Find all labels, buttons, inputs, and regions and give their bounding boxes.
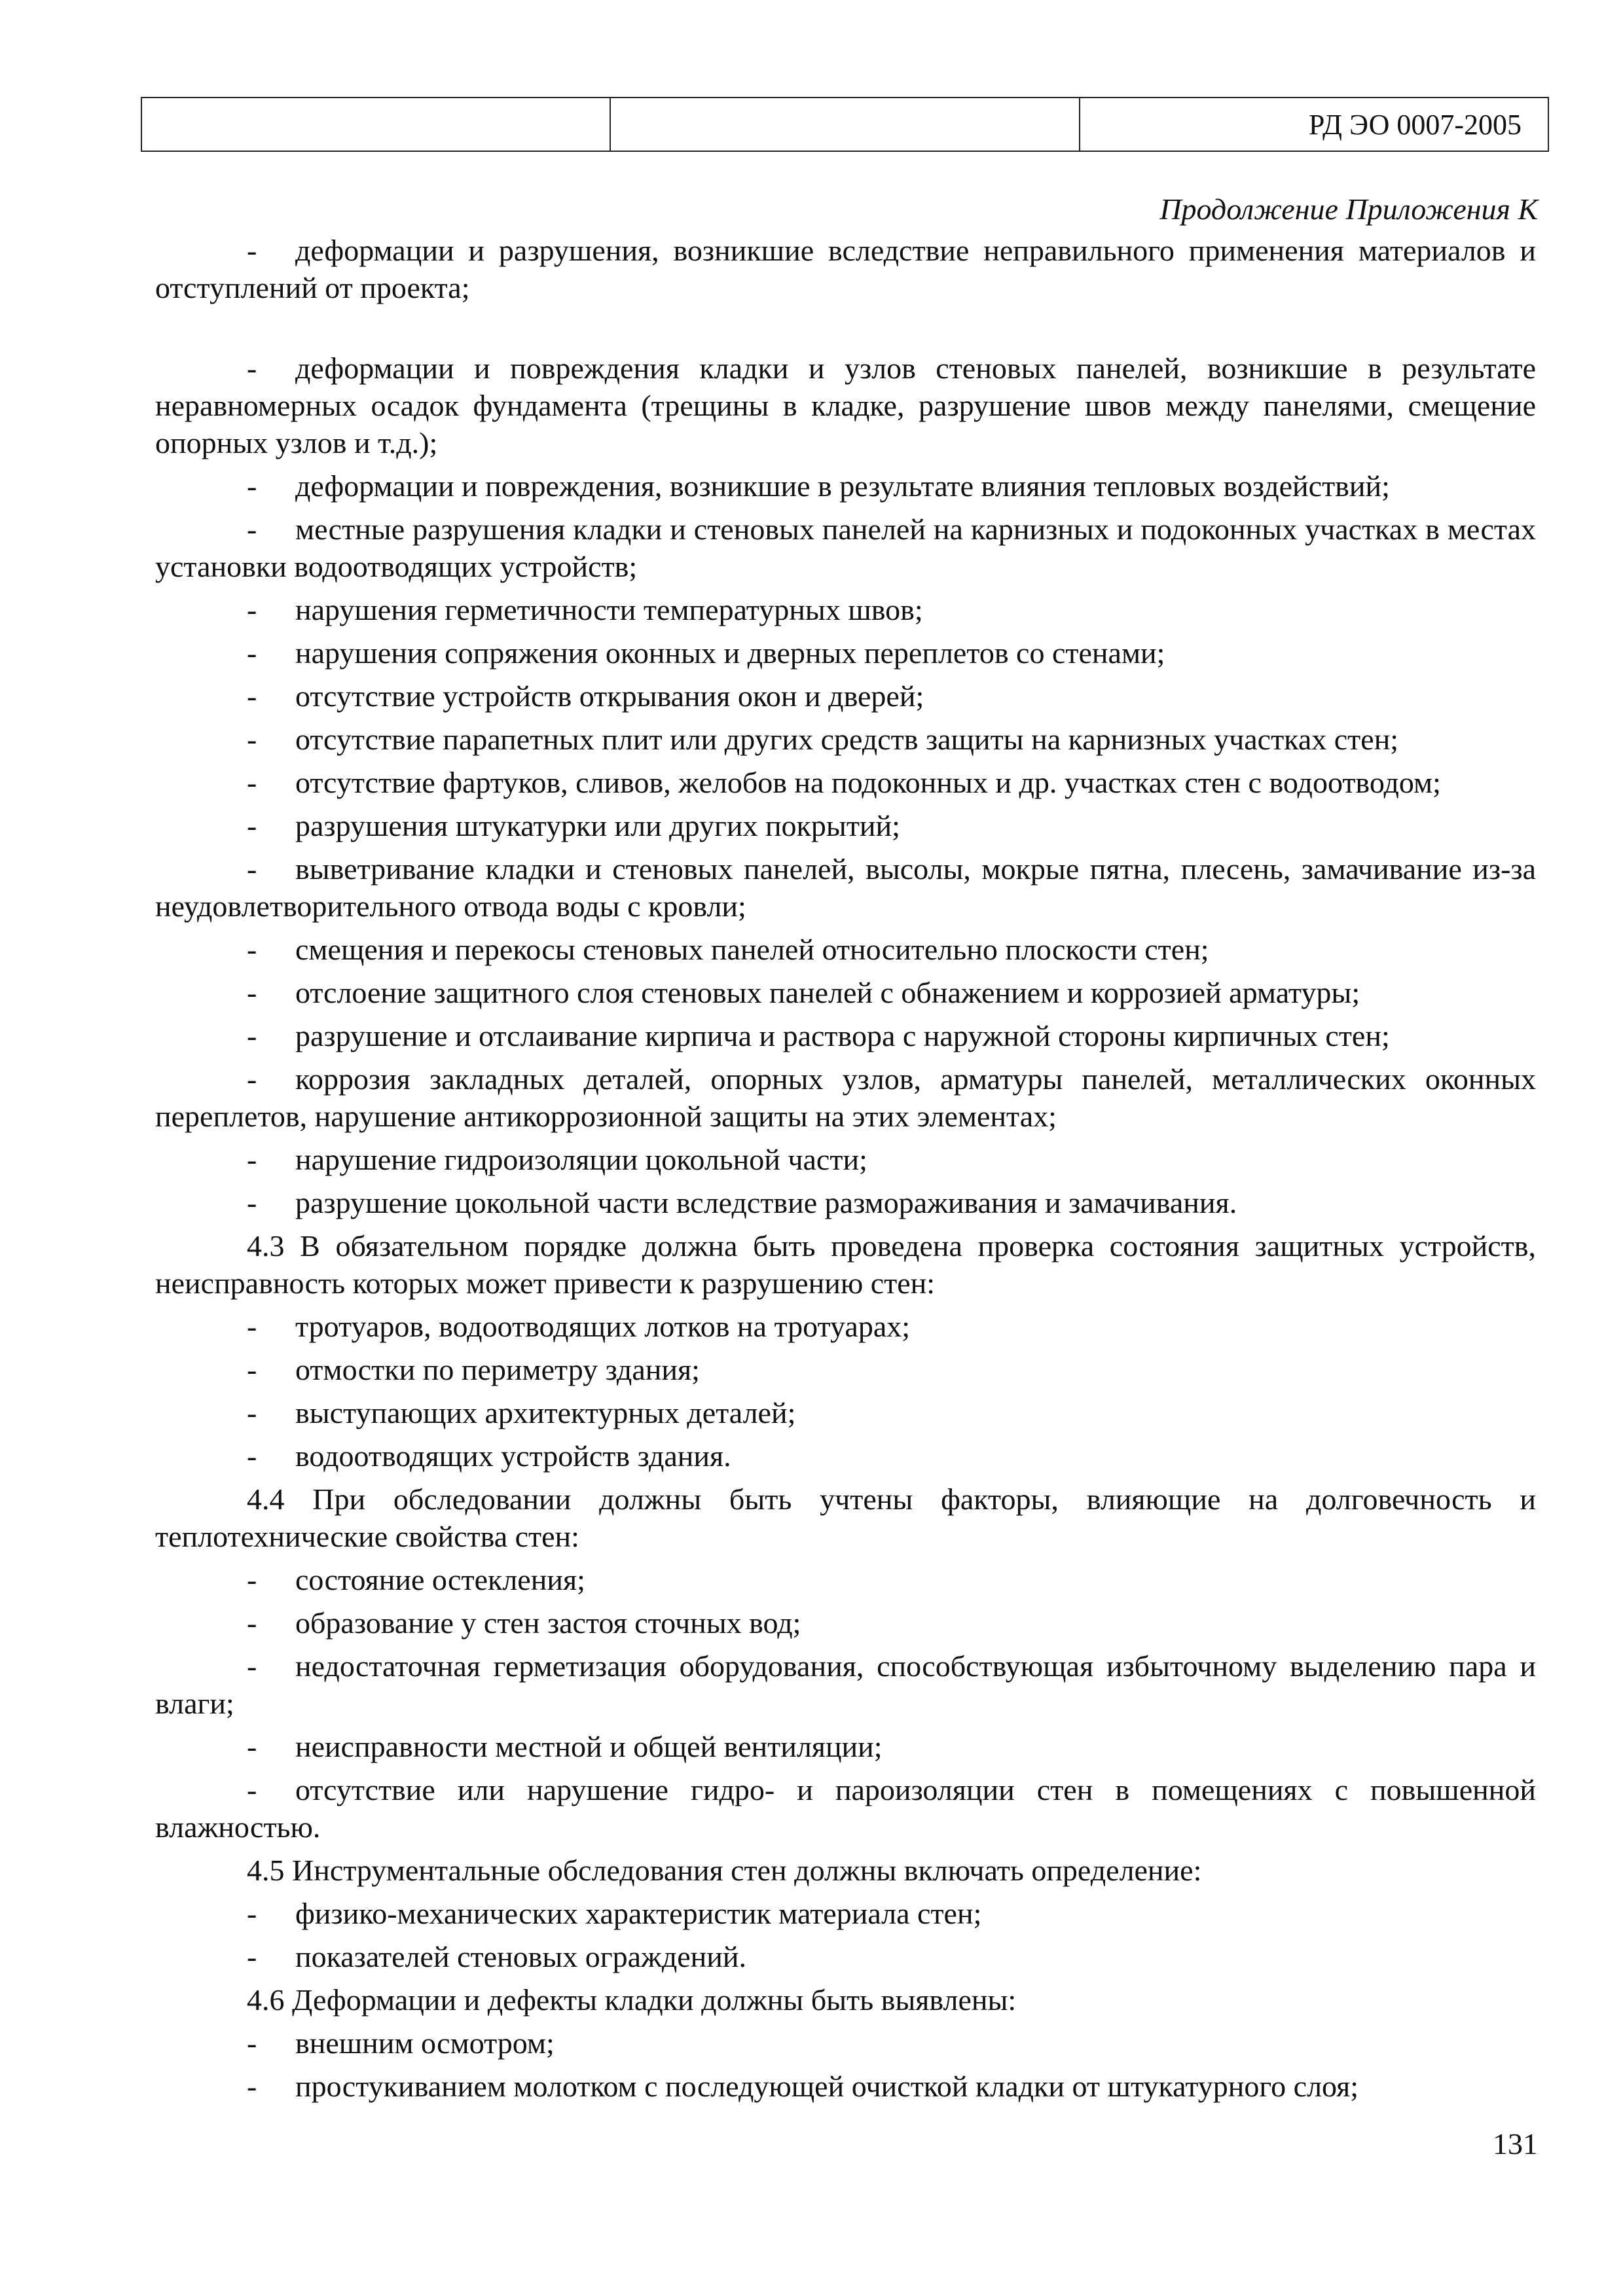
paragraph-text: 4.6 Деформации и дефекты кладки должны быть выявлены: [247, 1983, 1017, 2017]
header-table [141, 97, 1549, 152]
paragraph-text: отслоение защитного слоя стеновых панелей с обнажением и коррозией арматуры; [295, 976, 1360, 1009]
list-item [155, 591, 1536, 628]
paragraph-text: местные разрушения кладки и стеновых панелей на карнизных и подоконных участках в местах установки водоотводящих устройств; [155, 512, 1536, 583]
list-item [155, 1017, 1536, 1054]
dash-marker: - [247, 1897, 257, 1930]
list-item [155, 1437, 1536, 1475]
paragraph-text: водоотводящих устройств здания. [295, 1439, 731, 1473]
page-number: 131 [1493, 2127, 1538, 2161]
dash-marker: - [247, 1396, 257, 1429]
list-item [155, 764, 1536, 801]
dash-marker: - [247, 1606, 257, 1640]
dash-marker: - [247, 766, 257, 799]
paragraph-text: разрушение цокольной части вследствие размораживания и замачивания. [295, 1186, 1237, 1219]
paragraph-text: выступающих архитектурных деталей; [295, 1396, 796, 1429]
paragraph-text: отсутствие устройств открывания окон и дверей; [295, 679, 924, 713]
paragraph-text: 4.4 При обследовании должны быть учтены факторы, влияющие на долговечность и теплотехнические свойства стен: [155, 1482, 1536, 1553]
paragraph-text: простукиванием молотком с последующей очисткой кладки от штукатурного слоя; [295, 2070, 1359, 2103]
dash-marker: - [247, 976, 257, 1009]
dash-marker: - [247, 1563, 257, 1596]
dash-marker: - [247, 933, 257, 966]
clause-paragraph [155, 1480, 1536, 1555]
paragraph-text: образование у стен застоя сточных вод; [295, 1606, 801, 1640]
list-item [155, 1561, 1536, 1598]
list-item [155, 232, 1536, 306]
list-item [155, 1728, 1536, 1765]
dash-marker: - [247, 351, 257, 385]
paragraph-text: разрушения штукатурки или других покрытий; [295, 809, 900, 842]
dash-marker: - [247, 1019, 257, 1052]
list-item [155, 2068, 1536, 2105]
dash-marker: - [247, 1773, 257, 1806]
header-cell-1 [141, 98, 610, 151]
list-item [155, 1604, 1536, 1641]
document-code: РД ЭО 0007-2005 [1080, 98, 1548, 151]
paragraph-text: деформации и разрушения, возникшие вследствие неправильного применения материалов и отступлений от проекта; [155, 234, 1536, 304]
paragraph-text: деформации и повреждения кладки и узлов стеновых панелей, возникшие в результате неравномерных осадок фундамента (трещины в кладке, разрушение швов между панелями, смещение опорных узлов и т.д.); [155, 351, 1536, 459]
dash-marker: - [247, 852, 257, 886]
list-item [155, 1184, 1536, 1221]
paragraph-text: смещения и перекосы стеновых панелей относительно плоскости стен; [295, 933, 1209, 966]
list-item [155, 1895, 1536, 1932]
clause-paragraph [155, 1981, 1536, 2018]
dash-marker: - [247, 1940, 257, 1973]
dash-marker: - [247, 469, 257, 503]
dash-marker: - [247, 593, 257, 626]
list-item [155, 974, 1536, 1011]
paragraph-text: 4.3 В обязательном порядке должна быть проведена проверка состояния защитных устройств, неисправность которых может привести к разрушению стен: [155, 1229, 1536, 1300]
list-item [155, 807, 1536, 844]
paragraph-text: отсутствие фартуков, сливов, желобов на подоконных и др. участках стен с водоотводом; [295, 766, 1441, 799]
list-item [155, 467, 1536, 505]
paragraph-text: неисправности местной и общей вентиляции; [295, 1730, 883, 1763]
list-item [155, 1647, 1536, 1722]
list-item [155, 511, 1536, 585]
paragraph-text: отсутствие или нарушение гидро- и пароизоляции стен в помещениях с повышенной влажностью. [155, 1773, 1536, 1844]
paragraph-text: нарушение гидроизоляции цокольной части; [295, 1143, 867, 1176]
paragraph-text: отсутствие парапетных плит или других средств защиты на карнизных участках стен; [295, 723, 1399, 756]
paragraph-text: внешним осмотром; [295, 2026, 555, 2060]
dash-marker: - [247, 1186, 257, 1219]
dash-marker: - [247, 723, 257, 756]
paragraph-text: коррозия закладных деталей, опорных узлов, арматуры панелей, металлических оконных переплетов, нарушение антикоррозионной защиты на этих элементах; [155, 1062, 1536, 1133]
paragraph-text: состояние остекления; [295, 1563, 585, 1596]
list-item [155, 1771, 1536, 1846]
list-item [155, 931, 1536, 968]
header-cell-2 [610, 98, 1079, 151]
list-item [155, 634, 1536, 672]
list-item [155, 721, 1536, 758]
dash-marker: - [247, 679, 257, 713]
paragraph-text: показателей стеновых ограждений. [295, 1940, 747, 1973]
paragraph-text: недостаточная герметизация оборудования, способствующая избыточному выделению пара и влаги; [155, 1649, 1536, 1720]
dash-marker: - [247, 1730, 257, 1763]
dash-marker: - [247, 234, 257, 267]
list-item [155, 2024, 1536, 2062]
paragraph-text: 4.5 Инструментальные обследования стен должны включать определение: [247, 1854, 1202, 1887]
dash-marker: - [247, 1143, 257, 1176]
paragraph-text: выветривание кладки и стеновых панелей, высолы, мокрые пятна, плесень, замачивание из-за неудовлетворительного отвода воды с кровли; [155, 852, 1536, 923]
list-item [155, 1060, 1536, 1135]
document-body [155, 232, 1536, 2111]
list-item [155, 1351, 1536, 1388]
list-item [155, 350, 1536, 461]
dash-marker: - [247, 1353, 257, 1386]
paragraph-text: физико-механических характеристик материала стен; [295, 1897, 982, 1930]
list-item [155, 1141, 1536, 1178]
clause-paragraph [155, 1852, 1536, 1889]
list-item [155, 1394, 1536, 1431]
list-item [155, 677, 1536, 715]
dash-marker: - [247, 1439, 257, 1473]
list-item [155, 850, 1536, 925]
paragraph-text: деформации и повреждения, возникшие в результате влияния тепловых воздействий; [295, 469, 1390, 503]
paragraph-text: нарушения герметичности температурных швов; [295, 593, 923, 626]
paragraph-text: тротуаров, водоотводящих лотков на тротуарах; [295, 1310, 911, 1343]
dash-marker: - [247, 1062, 257, 1096]
paragraph-text: отмостки по периметру здания; [295, 1353, 700, 1386]
list-item [155, 1308, 1536, 1345]
dash-marker: - [247, 1310, 257, 1343]
dash-marker: - [247, 2070, 257, 2103]
clause-paragraph [155, 1227, 1536, 1302]
dash-marker: - [247, 1649, 257, 1683]
paragraph-text: нарушения сопряжения оконных и дверных переплетов со стенами; [295, 636, 1165, 670]
dash-marker: - [247, 636, 257, 670]
dash-marker: - [247, 2026, 257, 2060]
dash-marker: - [247, 512, 257, 546]
dash-marker: - [247, 809, 257, 842]
list-item [155, 1938, 1536, 1975]
continuation-label: Продолжение Приложения К [1159, 192, 1538, 226]
paragraph-text: разрушение и отслаивание кирпича и раствора с наружной стороны кирпичных стен; [295, 1019, 1390, 1052]
